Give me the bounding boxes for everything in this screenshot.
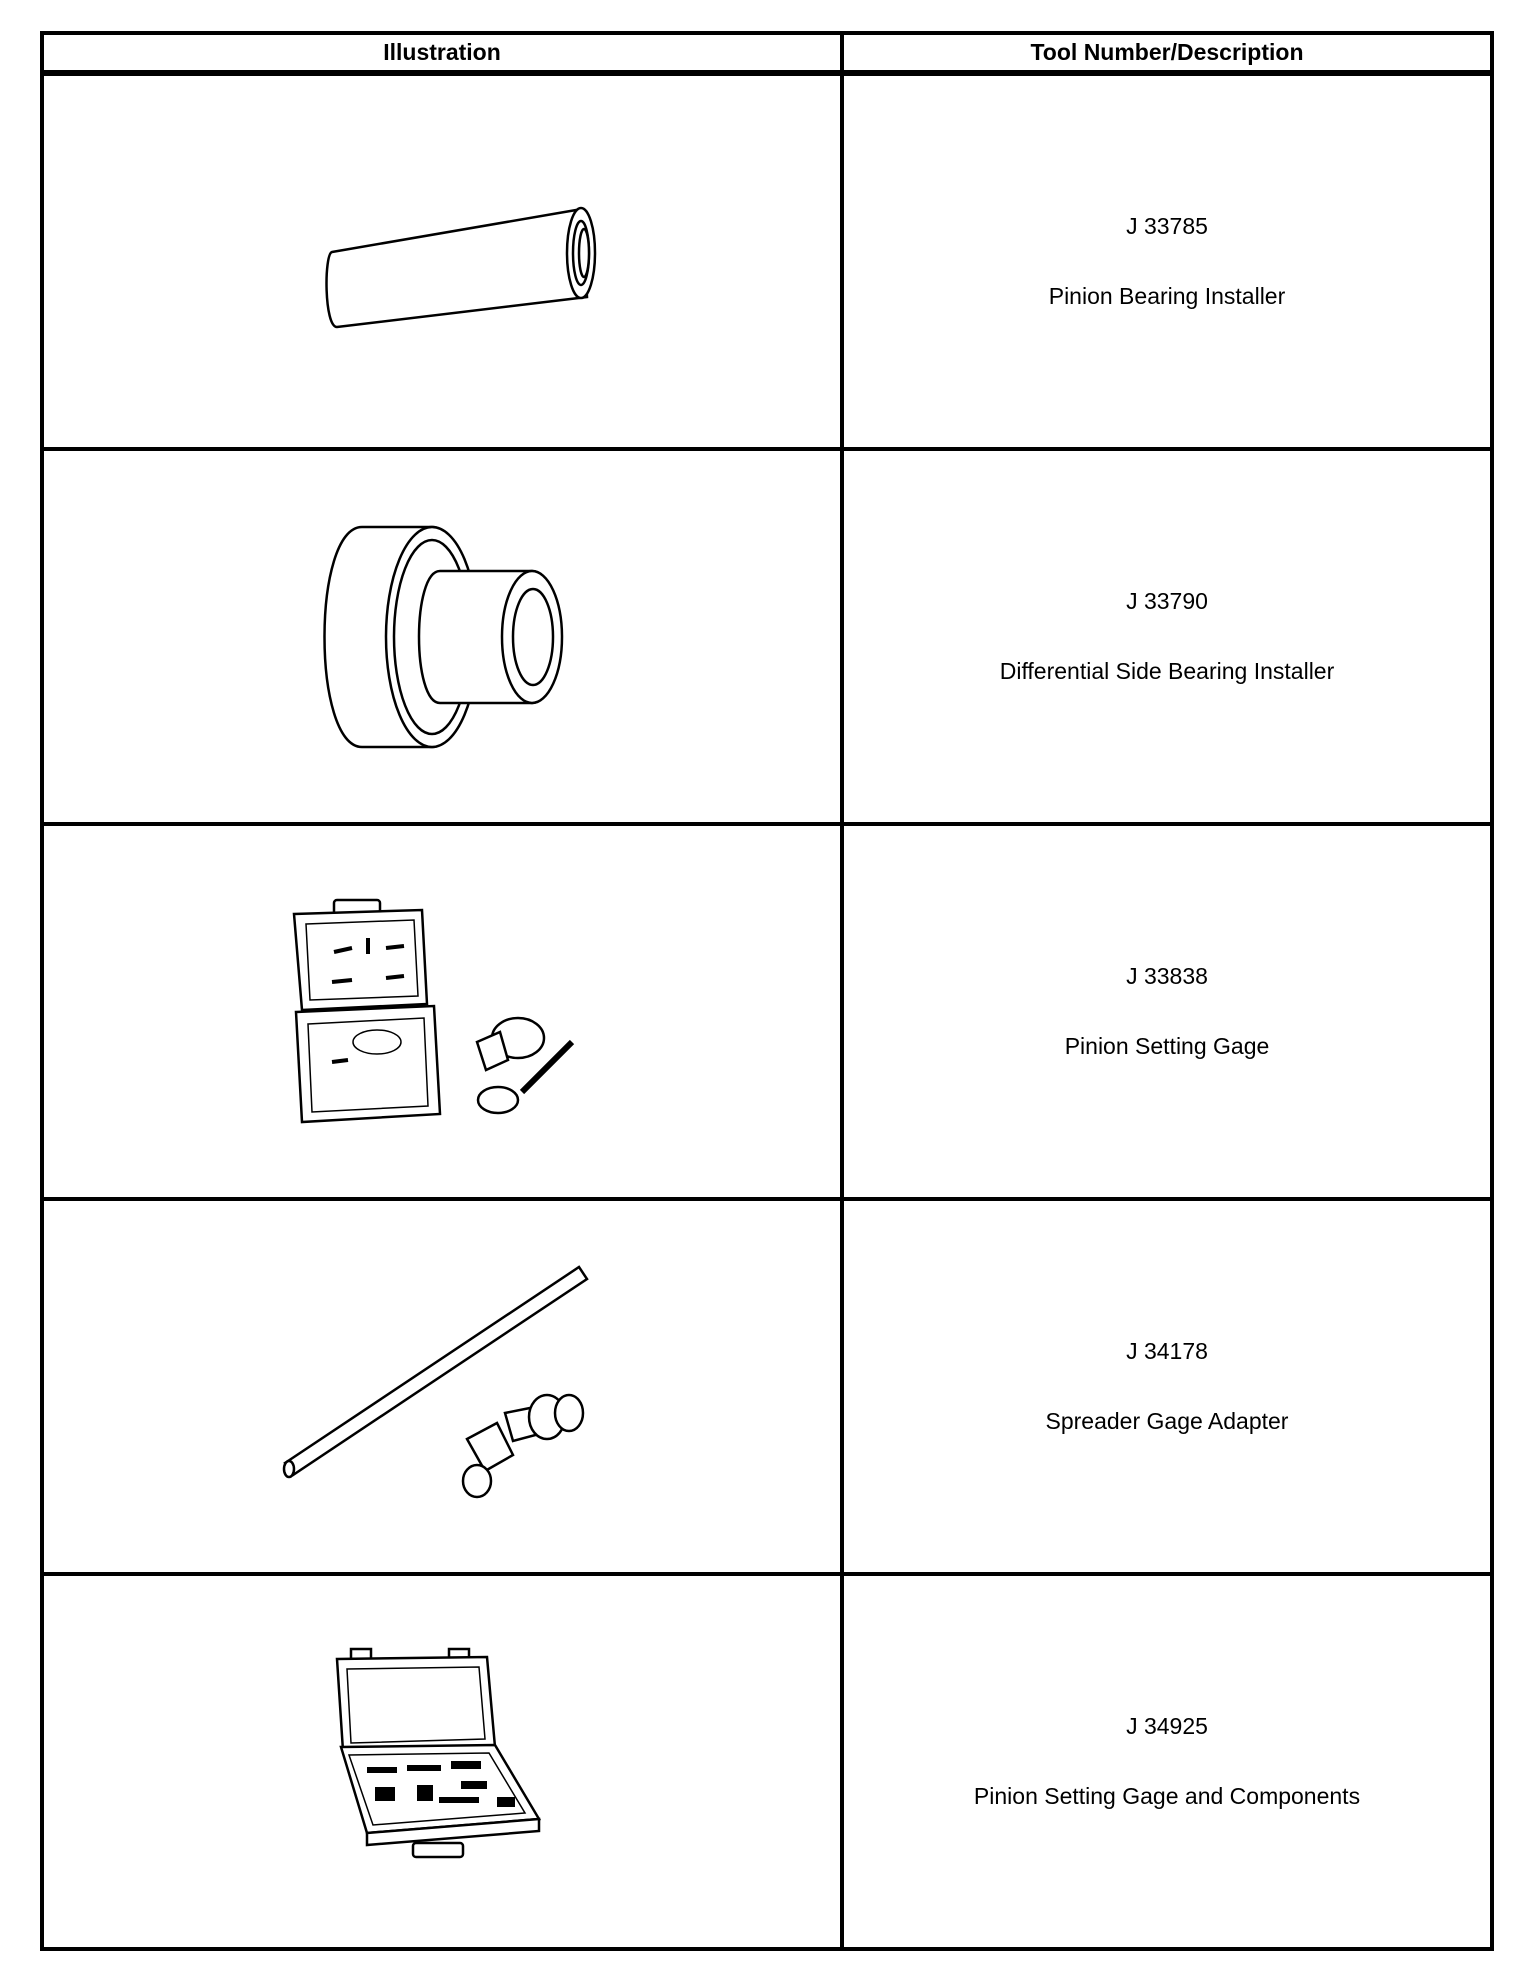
tool-number: J 34925	[1126, 1713, 1208, 1739]
header-tool-description: Tool Number/Description	[842, 33, 1492, 73]
header-illustration: Illustration	[42, 33, 842, 73]
illustration-cell	[42, 73, 842, 449]
open-tool-case-icon	[327, 1647, 557, 1877]
table-row	[42, 1199, 1492, 1574]
description-cell	[842, 73, 1492, 449]
tool-name: Differential Side Bearing Installer	[999, 658, 1335, 684]
tube-installer-icon	[272, 187, 612, 337]
stepped-cylinder-installer-icon	[292, 517, 592, 757]
illustration-cell	[42, 449, 842, 824]
case-with-gage-parts-icon	[272, 892, 612, 1132]
description-cell	[842, 1199, 1492, 1574]
description-cell	[842, 1574, 1492, 1949]
tool-name: Pinion Bearing Installer	[1048, 283, 1286, 309]
table-row	[42, 73, 1492, 449]
table-header-row	[42, 33, 1492, 73]
description-cell	[842, 449, 1492, 824]
tool-number: J 33790	[1126, 588, 1208, 614]
tool-name: Pinion Setting Gage and Components	[973, 1783, 1361, 1809]
illustration-cell	[42, 1199, 842, 1574]
table-row	[42, 449, 1492, 824]
illustration-cell	[42, 1574, 842, 1949]
tool-name: Spreader Gage Adapter	[1045, 1408, 1289, 1434]
tool-table	[40, 31, 1494, 1951]
rod-and-adapter-icon	[277, 1257, 607, 1517]
description-cell	[842, 824, 1492, 1199]
illustration-cell	[42, 824, 842, 1199]
tool-name: Pinion Setting Gage	[1064, 1033, 1270, 1059]
table-row	[42, 1574, 1492, 1949]
tool-number: J 33785	[1126, 213, 1208, 239]
table-row	[42, 824, 1492, 1199]
tool-number: J 33838	[1126, 963, 1208, 989]
tool-number: J 34178	[1126, 1338, 1208, 1364]
